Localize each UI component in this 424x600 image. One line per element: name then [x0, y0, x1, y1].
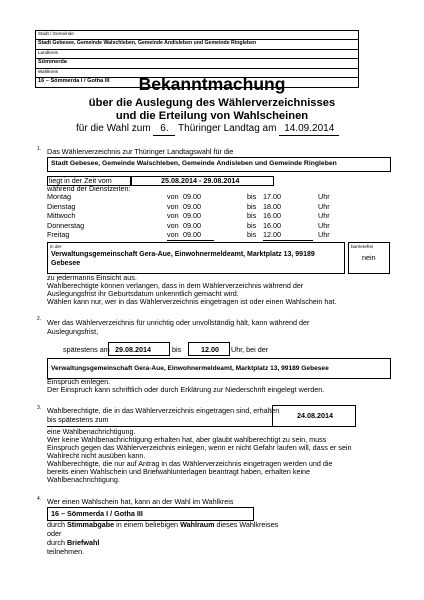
barriere-box: [348, 242, 390, 274]
section1-gemeinde-box: [47, 157, 391, 172]
from-time: 09.00: [183, 192, 201, 201]
section3-text-line: Wahlberechtigte, die nur auf Antrag in das Wählerverzeichnis eingetragen werden und die: [47, 459, 333, 468]
section1-text-line: zu jedermanns Einsicht aus.: [47, 273, 137, 282]
day-label: Mittwoch: [47, 211, 76, 220]
bis-time-box: [188, 342, 230, 356]
section2-ort-box: [47, 358, 391, 379]
spaet-label: spätestens am: [63, 345, 110, 354]
barriere-value: nein: [362, 253, 376, 262]
section4-intro: Wer einen Wahlschein hat, kann an der Wahl im Wahlkreis: [47, 497, 234, 506]
section1-gemeinde: Stadt Gebesee, Gemeinde Walschleben, Gemeinde Andisleben und Gemeinde Ringleben: [51, 160, 337, 167]
stadt-label: Stadt / Gemeinde: [38, 31, 74, 36]
section4-wahlkreis-box: [47, 507, 254, 521]
section1-intro: Das Wählerverzeichnis zur Thüringer Landtagswahl für die: [47, 147, 234, 156]
ort-label: in der: [50, 244, 62, 249]
stadt-row: [36, 31, 358, 40]
day-label: Montag: [47, 192, 71, 201]
section1-ort-box: [47, 242, 345, 274]
to-time: 16.00: [263, 211, 281, 220]
section3-text-line: Wer keine Wahlbenachrichtigung erhalten hat, aber glaubt wahlberechtigt zu sein, muss: [47, 435, 327, 444]
section3-text-line: Wahlrecht nicht ausüben kann.: [47, 451, 146, 460]
landtag-number: 6.: [153, 123, 175, 136]
section1-text-line: Wahlberechtigte können verlangen, dass in dem Wählerverzeichnis während der: [47, 281, 304, 290]
spaet-date: 29.08.2014: [115, 345, 151, 354]
bis-label: bis: [247, 192, 257, 201]
section1-text-line: Auslegungsfrist ihr Geburtsdatum unkenntlich gemacht wird.: [47, 289, 239, 298]
subtitle-1: über die Auslegung des Wählerverzeichnisses: [88, 97, 336, 109]
von-label: von: [167, 192, 179, 201]
wahlkreis-label: Wahlkreis: [38, 69, 58, 74]
dienst-label: während der Dienstzeiten:: [47, 184, 131, 193]
von-label: von: [167, 220, 179, 230]
page-title: Bekanntmachung: [138, 74, 286, 94]
from-time: 09.00: [183, 201, 201, 211]
section1-ort-value: Verwaltungsgemeinschaft Gera-Aue, Einwohnermeldeamt, Marktplatz 13, 99189 Gebesee: [51, 251, 315, 267]
wahl-date: 14.09.2014: [279, 123, 339, 136]
section3-date-box: [272, 405, 356, 427]
uhr-label: Uhr: [318, 211, 330, 220]
text: durch: [47, 538, 67, 547]
day-label: Donnerstag: [47, 220, 85, 230]
stadt-value-row: [36, 40, 358, 50]
section2-text-line: Der Einspruch kann schriftlich oder durch Erklärung zur Niederschrift eingelegt werden.: [47, 385, 325, 394]
to-time: 17.00: [263, 192, 281, 201]
from-time: 09.00: [183, 220, 201, 230]
text: durch: [47, 520, 67, 529]
uhr-label: Uhr: [318, 220, 330, 230]
section3-text-line: Wahlbenachrichtigung.: [47, 475, 120, 484]
spaet-date-box: [108, 342, 170, 356]
section2-intro-2: Auslegungsfrist,: [47, 327, 99, 336]
von-label: von: [167, 211, 179, 220]
section1-number: 1.: [37, 146, 42, 152]
section3-intro-1: Wahlberechtigte, die in das Wählerverzeichnis eingetragen sind, erhalten: [47, 406, 280, 415]
section3-number: 3.: [37, 405, 42, 411]
bis-time: 12.00: [201, 345, 219, 354]
stimmabgabe-text: Stimmabgabe: [66, 520, 115, 529]
wahl-line: [76, 123, 339, 136]
section3-date: 24.08.2014: [297, 411, 333, 420]
text: in einem beliebigen: [114, 520, 181, 529]
landkreis-label: Landkreis: [38, 50, 58, 55]
uhr-label: Uhr: [318, 201, 330, 211]
briefwahl-text: Briefwahl: [66, 538, 100, 547]
von-label: von: [167, 230, 179, 239]
section1-text-line: Wählen kann nur, wer in das Wählerverzeichnis eingetragen ist oder einen Wahlschein hat.: [47, 297, 337, 306]
section3-text-line: bereits einen Wahlschein und Briefwahlunterlagen beantragt haben, erhalten keine: [47, 467, 311, 476]
landkreis-row: [36, 50, 358, 59]
bis-label: bis: [247, 230, 257, 239]
wahlraum-text: Wahlraum: [180, 520, 215, 529]
bis-label: bis: [247, 211, 257, 220]
stadt-value: Stadt Gebesee, Gemeinde Walschleben, Gemeinde Andisleben und Gemeinde Ringleben: [38, 40, 257, 46]
zeit-value-box: [130, 176, 274, 186]
wahl-middle: Thüringer Landtag am: [178, 123, 277, 134]
uhr-label: Uhr: [318, 230, 330, 239]
dienstzeiten-table: [47, 193, 337, 243]
to-time: 16.00: [263, 220, 281, 230]
landkreis-value: Sömmerda: [38, 59, 67, 65]
section2-ort-value: Verwaltungsgemeinschaft Gera-Aue, Einwohnermeldeamt, Marktplatz 13, 99189 Gebesee: [51, 365, 329, 372]
zeit-value: 25.08.2014 - 29.08.2014: [161, 176, 240, 185]
from-time: 09.00: [183, 211, 201, 220]
section2-text-line: Einspruch einlegen.: [47, 377, 111, 386]
text: dieses Wahlkreises: [214, 520, 279, 529]
to-time: 18.00: [263, 201, 281, 211]
section4-teilnehmen: teilnehmen.: [47, 547, 85, 556]
day-label: Freitag: [47, 230, 70, 239]
section4-oder: oder: [47, 529, 62, 538]
wahlkreis-value: 16 – Sömmerda I / Gotha III: [38, 78, 110, 84]
subtitle-2: und die Erteilung von Wahlscheinen: [115, 110, 309, 122]
section4-wahlkreis: 16 – Sömmerda I / Gotha III: [51, 509, 143, 518]
bis-label: bis: [247, 220, 257, 230]
bis-label: bis: [247, 201, 257, 211]
section3-intro-2: bis spätestens zum: [47, 415, 109, 424]
uhr-bei-label: Uhr, bei der: [231, 345, 269, 354]
to-time: 12.00: [263, 230, 281, 239]
section4-number: 4.: [37, 496, 42, 502]
zeit-label: liegt in der Zeit vom: [49, 176, 112, 185]
day-label: Dienstag: [47, 201, 76, 211]
section4-line1: [47, 521, 278, 529]
section3-text-line: eine Wahlbenachrichtigung.: [47, 427, 136, 436]
wahl-prefix: für die Wahl zum: [76, 123, 151, 134]
landkreis-value-row: [36, 59, 358, 69]
section2-intro-1: Wer das Wählerverzeichnis für unrichtig oder unvollständig hält, kann während der: [47, 318, 310, 327]
von-label: von: [167, 201, 179, 211]
section2-number: 2.: [37, 316, 42, 322]
bis-label-2: bis: [172, 345, 182, 354]
section3-text-line: Einspruch gegen das Wählerverzeichnis einlegen, wenn er nicht Gefahr laufen will, dass er sein: [47, 443, 352, 452]
from-time: 09.00: [183, 230, 201, 239]
section4-line3: [47, 539, 99, 547]
barriere-label: barrierefrei: [351, 244, 374, 249]
uhr-label: Uhr: [318, 192, 330, 201]
